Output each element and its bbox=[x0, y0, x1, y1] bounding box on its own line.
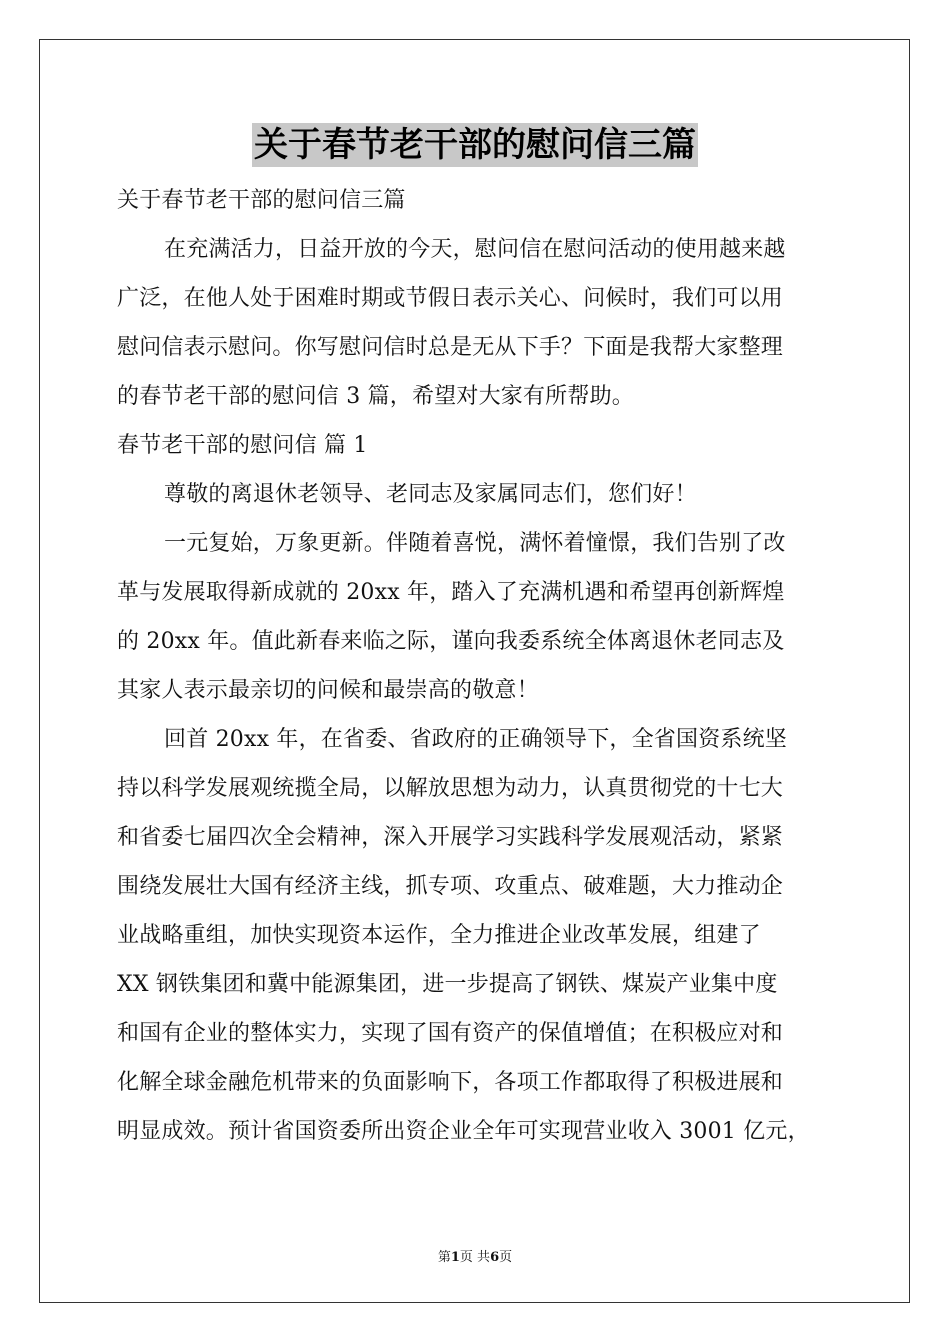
text-line: 慰问信表示慰问。你写慰问信时总是无从下手？下面是我帮大家整理 bbox=[117, 335, 784, 360]
text-line: 关于春节老干部的慰问信三篇 bbox=[117, 188, 406, 213]
footer-mid: 页 共 bbox=[459, 1250, 491, 1265]
footer-page-number: 1 bbox=[450, 1250, 460, 1265]
text-line: 围绕发展壮大国有经济主线，抓专项、攻重点、破难题，大力推动企 bbox=[117, 874, 784, 899]
text-line: 春节老干部的慰问信 篇 1 bbox=[117, 433, 368, 458]
text-line: 在充满活力，日益开放的今天，慰问信在慰问活动的使用越来越 bbox=[164, 237, 786, 262]
text-line: 化解全球金融危机带来的负面影响下，各项工作都取得了积极进展和 bbox=[117, 1070, 784, 1095]
text-line: 和国有企业的整体实力，实现了国有资产的保值增值；在积极应对和 bbox=[117, 1021, 784, 1046]
text-line: 一元复始，万象更新。伴随着喜悦，满怀着憧憬，我们告别了改 bbox=[164, 531, 786, 556]
text-line: 回首 20xx 年，在省委、省政府的正确领导下，全省国资系统坚 bbox=[164, 727, 787, 752]
text-line: 革与发展取得新成就的 20xx 年，踏入了充满机遇和希望再创新辉煌 bbox=[117, 580, 785, 605]
footer-total-pages: 6 bbox=[490, 1250, 500, 1265]
text-line: 和省委七届四次全会精神，深入开展学习实践科学发展观活动，紧紧 bbox=[117, 825, 784, 850]
footer-suffix: 页 bbox=[499, 1250, 513, 1265]
text-line: 明显成效。预计省国资委所出资企业全年可实现营业收入 3001 亿元， bbox=[117, 1119, 810, 1144]
text-line: 业战略重组，加快实现资本运作，全力推进企业改革发展，组建了 bbox=[117, 923, 761, 948]
text-line: 持以科学发展观统揽全局，以解放思想为动力，认真贯彻党的十七大 bbox=[117, 776, 784, 801]
document-title: 关于春节老干部的慰问信三篇 bbox=[254, 125, 696, 165]
text-line: 尊敬的离退休老领导、老同志及家属同志们，您们好！ bbox=[164, 482, 697, 507]
text-line: XX 钢铁集团和冀中能源集团，进一步提高了钢铁、煤炭产业集中度 bbox=[117, 972, 778, 997]
text-line: 的 20xx 年。值此新春来临之际，谨向我委系统全体离退休老同志及 bbox=[117, 629, 785, 654]
text-line: 其家人表示最亲切的问候和最崇高的敬意！ bbox=[117, 678, 539, 703]
footer-prefix: 第 bbox=[437, 1250, 451, 1265]
document-body bbox=[117, 176, 837, 1156]
title-container bbox=[0, 123, 950, 167]
text-line: 的春节老干部的慰问信 3 篇，希望对大家有所帮助。 bbox=[117, 384, 634, 409]
page-footer bbox=[0, 1246, 950, 1265]
text-line: 广泛，在他人处于困难时期或节假日表示关心、问候时，我们可以用 bbox=[117, 286, 784, 311]
